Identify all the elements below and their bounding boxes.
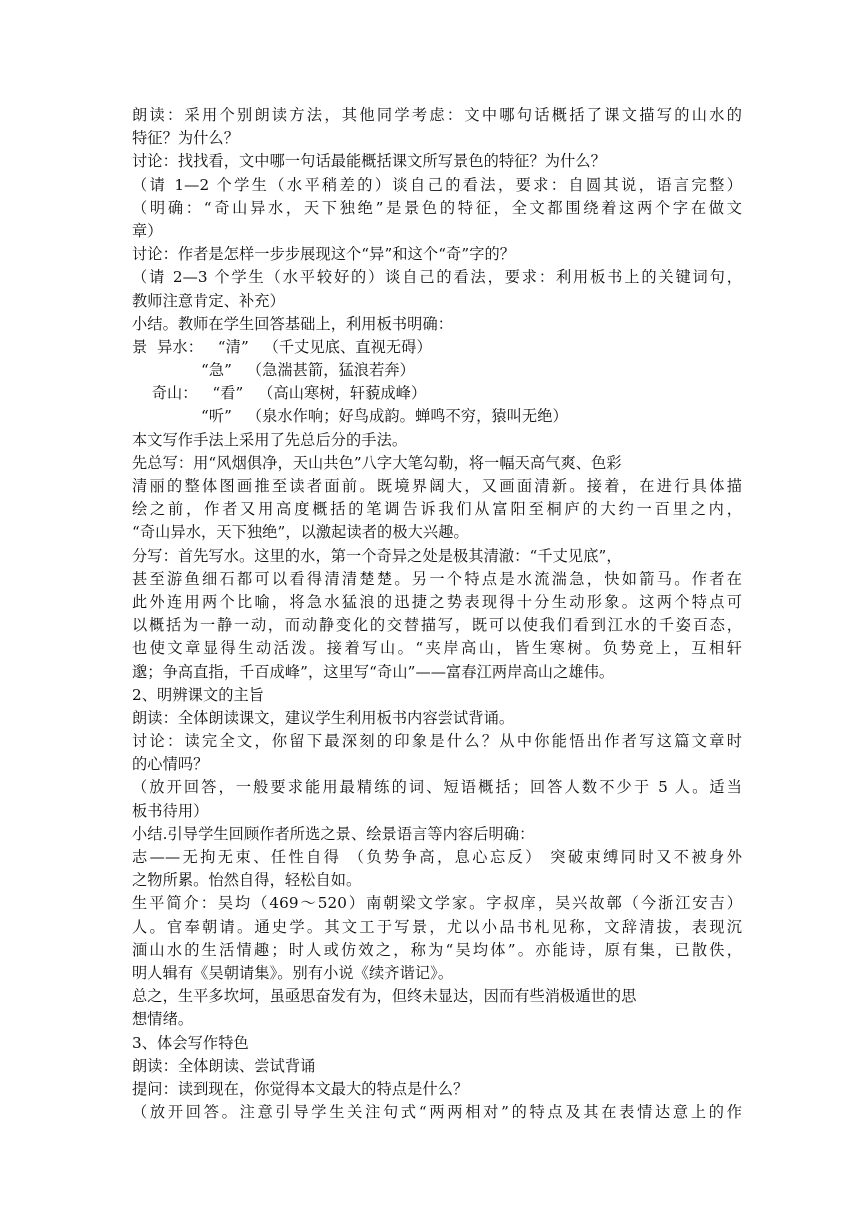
text-line: 想情绪。 [132, 1010, 194, 1029]
text-line: （请 2—3 个学生（水平较好的）谈自己的看法，要求：利用板书上的关键词句， [132, 268, 742, 287]
text-line: 奇山： “看” （高山寒树，轩藐成峰） [132, 384, 427, 403]
text-line: 甚至游鱼细石都可以看得清清楚楚。另一个特点是水流湍急，快如箭马。作者在 [132, 569, 742, 588]
text-line: 朗读：全体朗读、尝试背诵 [132, 1056, 316, 1075]
text-line: 教师注意肯定、补充） [132, 291, 285, 310]
text-line: 以概括为一静一动，而动静变化的交替描写，既可以使我们看到江水的千姿百态， [132, 616, 742, 635]
text-line: 分写：首先写水。这里的水，第一个奇异之处是极其清澈：“千丈见底”， [132, 546, 622, 565]
text-line: 清丽的整体图画推至读者面前。既境界阔大，又画面清新。接着，在进行具体描 [132, 477, 742, 495]
text-line: 特征？为什么？ [132, 129, 240, 148]
text-line: 讨论：作者是怎样一步步展现这个“异”和这个“奇”字的？ [132, 245, 516, 264]
text-line: 2、明辨课文的主旨 [132, 685, 265, 704]
text-line: 景 异水： “清” （千丈见底、直视无碍） [132, 337, 432, 356]
text-line: 小结。教师在学生回答基础上，利用板书明确： [132, 314, 454, 333]
text-line: 人。官奉朝请。通史学。其文工于写景，尤以小品书札见称，文辞清拔，表现沉 [132, 917, 742, 936]
text-line: 本文写作手法上采用了先总后分的手法。 [132, 430, 408, 449]
text-line: 提问：读到现在，你觉得本文最大的特点是什么？ [132, 1079, 469, 1098]
text-line: “急” （急湍甚箭，猛浪若奔） [132, 361, 415, 380]
text-line: 先总写：用“风烟俱净，天山共色”八字大笔勾勒，将一幅天高气爽、色彩 [132, 453, 622, 472]
text-line: “听” （泉水作响；好鸟成韵。蝉鸣不穷，猿叫无绝） [132, 407, 568, 426]
text-line: 章） [132, 221, 163, 240]
text-line: （请 1—2 个学生（水平稍差的）谈自己的看法，要求：自圆其说，语言完整） [132, 175, 742, 194]
text-line: （明确：“奇山异水，天下独绝”是景色的特征，全文都围绕着这两个字在做文 [132, 198, 742, 217]
text-line: 志——无拘无束、任性自得 （负势争高，息心忘反） 突破束缚同时又不被身外 [132, 848, 742, 866]
text-line: 3、体会写作特色 [132, 1033, 249, 1052]
text-line: （放开回答。注意引导学生关注句式“两两相对”的特点及其在表情达意上的作 [132, 1103, 742, 1122]
text-line: 的心情吗？ [132, 755, 209, 774]
text-line: 邈；争高直指，千百成峰”，这里写“奇山”——富春江两岸高山之雄伟。 [132, 662, 615, 681]
text-line: 总之，生平多坎坷，虽亟思奋发有为，但终未显达，因而有些消极遁世的思 [132, 987, 637, 1006]
text-line: “奇山异水，天下独绝”，以激起读者的极大兴趣。 [132, 523, 469, 542]
text-line: 小结.引导学生回顾作者所选之景、绘景语言等内容后明确： [132, 824, 535, 843]
text-line: 之物所累。怡然自得，轻松自如。 [132, 871, 362, 890]
text-line: 绘之前，作者又用高度概括的笔调告诉我们从富阳至桐庐的大约一百里之内， [132, 500, 742, 519]
text-line: 讨论：读完全文，你留下最深刻的印象是什么？从中你能悟出作者写这篇文章时 [132, 732, 742, 751]
text-line: 明人辑有《吴朝请集》。别有小说《续齐谐记》。 [132, 963, 454, 982]
text-line: 湎山水的生活情趣；时人或仿效之，称为“吴均体”。亦能诗，原有集，已散佚， [132, 940, 742, 959]
text-line: （放开回答，一般要求能用最精练的词、短语概括；回答人数不少于 5 人。适当 [132, 778, 742, 797]
text-line: 板书待用） [132, 801, 209, 820]
text-line: 朗读：采用个别朗读方法，其他同学考虑：文中哪句话概括了课文描写的山水的 [132, 106, 742, 124]
text-line: 此外连用两个比喻，将急水猛浪的迅捷之势表现得十分生动形象。这两个特点可 [132, 592, 742, 611]
text-line: 也使文章显得生动活泼。接着写山。“夹岸高山，皆生寒树。负势竞上，互相轩 [132, 639, 742, 658]
text-line: 生平简介：吴均（469～520）南朝梁文学家。字叔庠，吴兴故鄣（今浙江安吉） [132, 894, 742, 913]
text-line: 朗读：全体朗读课文，建议学生利用板书内容尝试背诵。 [132, 708, 515, 727]
document-body [132, 104, 742, 1124]
text-line: 讨论：找找看，文中哪一句话最能概括课文所写景色的特征？为什么？ [132, 152, 606, 171]
